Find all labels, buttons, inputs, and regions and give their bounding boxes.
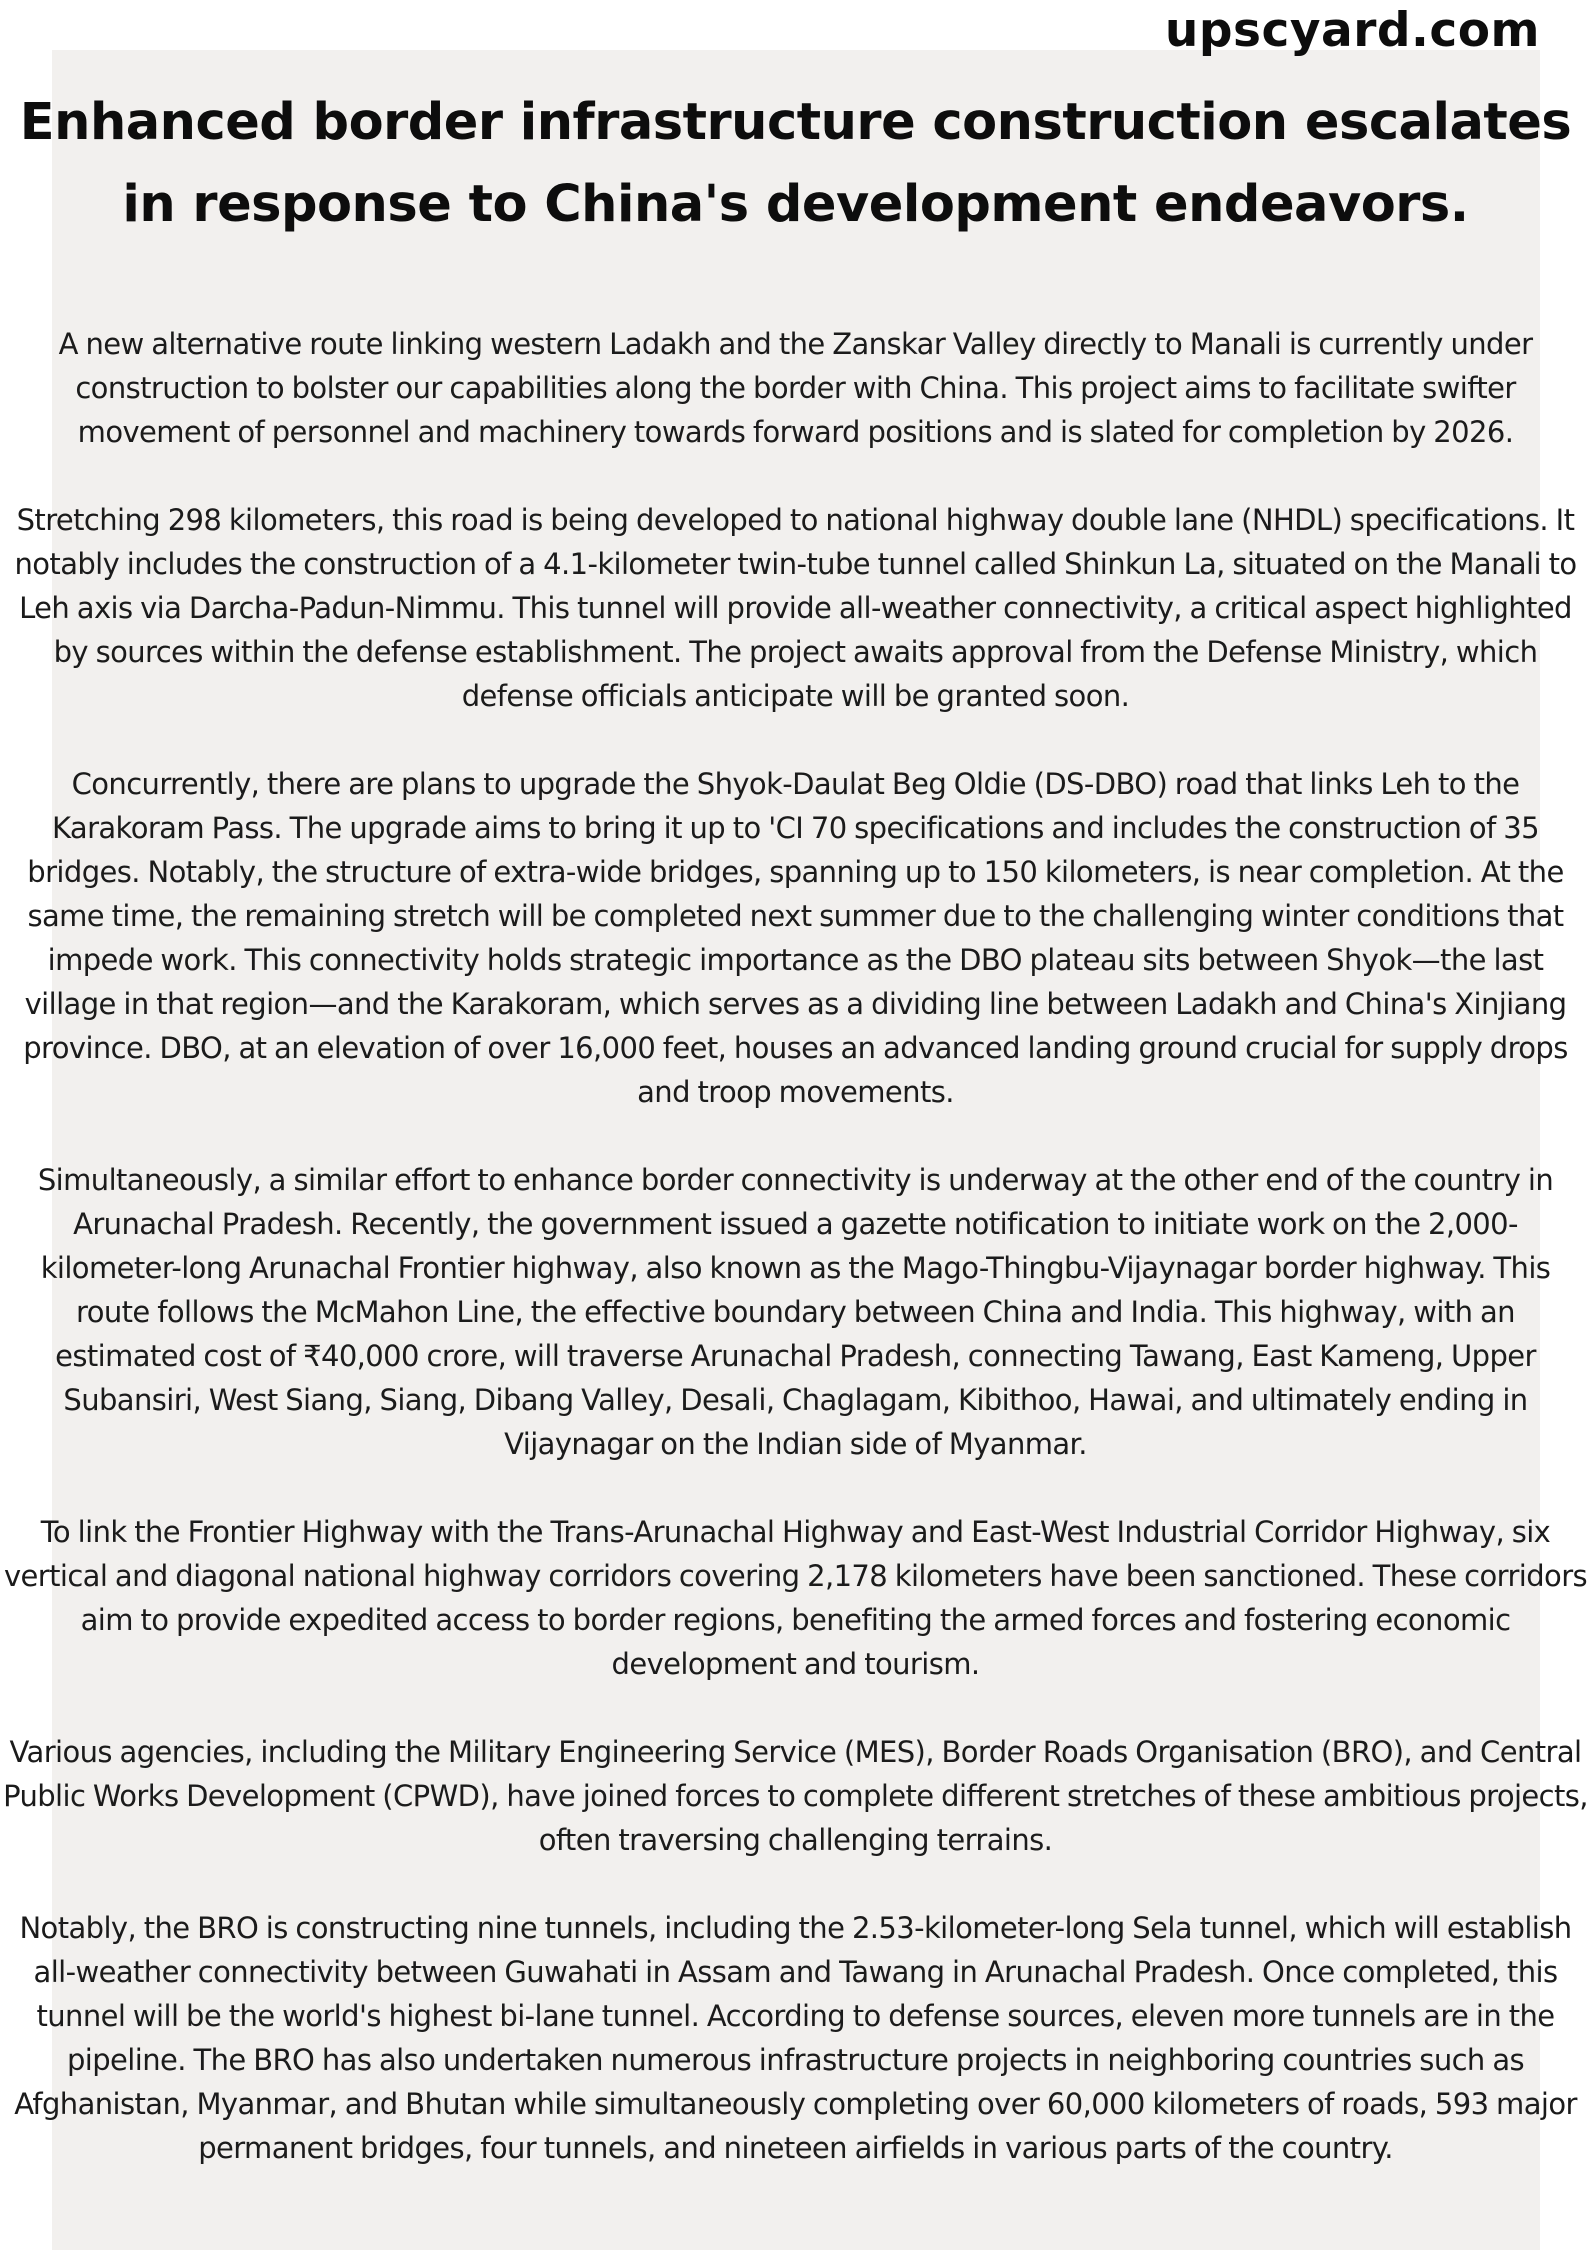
article-title-line-2: in response to China's development endeavors. bbox=[122, 175, 1469, 234]
article-title-line-1: Enhanced border infrastructure construction escalates bbox=[19, 93, 1572, 152]
paragraph-route-ladakh: A new alternative route linking western Ladakh and the Zanskar Valley directly to Manali is currently under construction to bolster our capabilities along the border with China. This project aims to facilitate swifter movement of personnel and machinery towards forward positions and is slated for completion by 2026. bbox=[58, 327, 1533, 449]
article-title bbox=[0, 82, 1591, 246]
paragraph-shinkun-la: Stretching 298 kilometers, this road is being developed to national highway double lane (NHDL) specifications. It notably includes the construction of a 4.1-kilometer twin-tube tunnel called Shinkun La, situated on the Manali to Leh axis via Darcha-Padun-Nimmu. This tunnel will provide all-weather connectivity, a critical aspect highlighted by sources within the defense establishment. The project awaits approval from the Defense Ministry, which defense officials anticipate will be granted soon. bbox=[14, 503, 1577, 713]
paragraph-ds-dbo-road: Concurrently, there are plans to upgrade the Shyok-Daulat Beg Oldie (DS-DBO) road that links Leh to the Karakoram Pass. The upgrade aims to bring it up to 'CI 70 specifications and includes the construction of 35 bridges. Notably, the structure of extra-wide bridges, spanning up to 150 kilometers, is near completion. At the same time, the remaining stretch will be completed next summer due to the challenging winter conditions that impede work. This connectivity holds strategic importance as the DBO plateau sits between Shyok—the last village in that region—and the Karakoram, which serves as a dividing line between Ladakh and China's Xinjiang province. DBO, at an elevation of over 16,000 feet, houses an advanced landing ground crucial for supply drops and troop movements. bbox=[23, 767, 1568, 1109]
paragraph-bro-tunnels: Notably, the BRO is constructing nine tunnels, including the 2.53-kilometer-long Sela tunnel, which will establish all-weather connectivity between Guwahati in Assam and Tawang in Arunachal Pradesh. Once completed, this tunnel will be the world's highest bi-lane tunnel. According to defense sources, eleven more tunnels are in the pipeline. The BRO has also undertaken numerous infrastructure projects in neighboring countries such as Afghanistan, Myanmar, and Bhutan while simultaneously completing over 60,000 kilometers of roads, 593 major permanent bridges, four tunnels, and nineteen airfields in various parts of the country. bbox=[14, 1911, 1577, 2165]
paragraph-arunachal-frontier: Simultaneously, a similar effort to enhance border connectivity is underway at the other end of the country in Arunachal Pradesh. Recently, the government issued a gazette notification to initiate work on the 2,000-kilometer-long Arunachal Frontier highway, also known as the Mago-Thingbu-Vijaynagar border highway. This route follows the McMahon Line, the effective boundary between China and India. This highway, with an estimated cost of ₹40,000 crore, will traverse Arunachal Pradesh, connecting Tawang, East Kameng, Upper Subansiri, West Siang, Siang, Dibang Valley, Desali, Chaglagam, Kibithoo, Hawai, and ultimately ending in Vijaynagar on the Indian side of Myanmar. bbox=[37, 1163, 1554, 1461]
paragraph-corridors: To link the Frontier Highway with the Trans-Arunachal Highway and East-West Industrial Corridor Highway, six vertical and diagonal national highway corridors covering 2,178 kilometers have been sanctioned. These corridors aim to provide expedited access to border regions, benefiting the armed forces and fostering economic development and tourism. bbox=[3, 1515, 1588, 1681]
site-brand: upscyard.com bbox=[1164, 3, 1540, 58]
article-body bbox=[3, 322, 1588, 2170]
paragraph-agencies: Various agencies, including the Military Engineering Service (MES), Border Roads Organisation (BRO), and Central Public Works Development (CPWD), have joined forces to complete different stretches of these ambitious projects, often traversing challenging terrains. bbox=[3, 1735, 1588, 1857]
